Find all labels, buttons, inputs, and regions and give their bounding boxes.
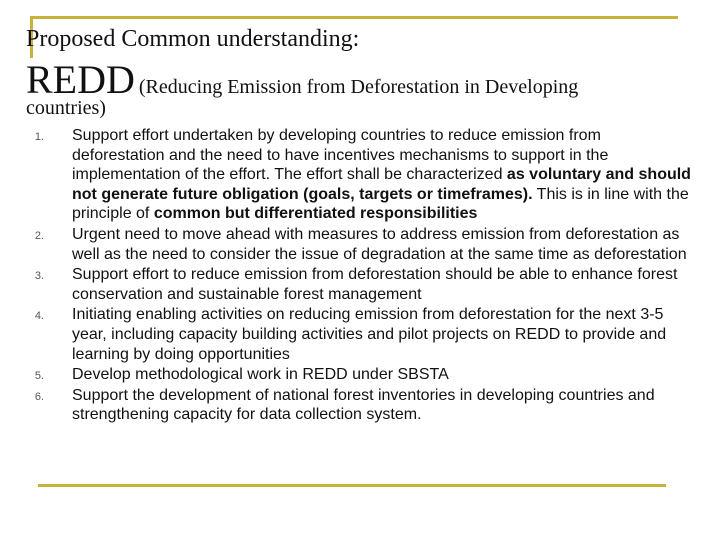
list-item: [22, 225, 692, 264]
list-item-text: Support the development of national forest inventories in developing countries and strengthening capacity for data collection system.: [72, 386, 655, 424]
list-item: [22, 365, 692, 385]
list-item-text: Initiating enabling activities on reducing emission from deforestation for the next 3-5 year, including capacity building activities and pilot projects on REDD to provide and learning by doing opportunities: [72, 306, 667, 363]
list-item-number: 3.: [34, 270, 44, 283]
point-list: [22, 126, 692, 426]
list-item-text: Support effort to reduce emission from deforestation should be able to enhance forest conservation and sustainable forest management: [72, 266, 678, 303]
slide-title-main: REDD: [26, 57, 135, 102]
list-item: [22, 126, 692, 224]
list-item-number: 5.: [34, 370, 44, 383]
frame-bottom-line: [38, 484, 666, 487]
slide-title-line2: [26, 58, 578, 111]
list-item-text: [72, 126, 692, 224]
slide-title-sub: (Reducing Emission from Deforestation in Developing: [138, 76, 579, 98]
list-item-number: 1.: [34, 131, 44, 143]
list-item: [22, 386, 692, 425]
list-item-number: 6.: [34, 390, 44, 403]
list-item-bold-text: common but differentiated responsibilities: [153, 205, 478, 223]
frame-top-line: [30, 16, 678, 19]
list-item-number: 4.: [34, 310, 44, 323]
slide-title-line3: countries): [26, 97, 106, 119]
list-item-text-part: Support effort undertaken by developing countries to reduce emission from deforestation and the need to have incentives mechanisms to support in the implementation of the effort. The effort shall be characterized: [72, 127, 609, 184]
list-item-text-part: This is in line with the principle of: [72, 185, 689, 223]
slide-title-line1: Proposed Common understanding:: [26, 26, 360, 52]
list-item-text: Urgent need to move ahead with measures to address emission from deforestation as well as the need to consider the issue of degradation at the same time as deforestation: [72, 225, 687, 263]
list-item-bold-text: as voluntary and should not generate future obligation (goals, targets or timeframes).: [72, 166, 691, 203]
list-item: [22, 265, 692, 304]
list-item-text: Develop methodological work in REDD under SBSTA: [72, 366, 449, 384]
list-item: [22, 305, 692, 364]
list-item-number: 2.: [34, 229, 44, 242]
